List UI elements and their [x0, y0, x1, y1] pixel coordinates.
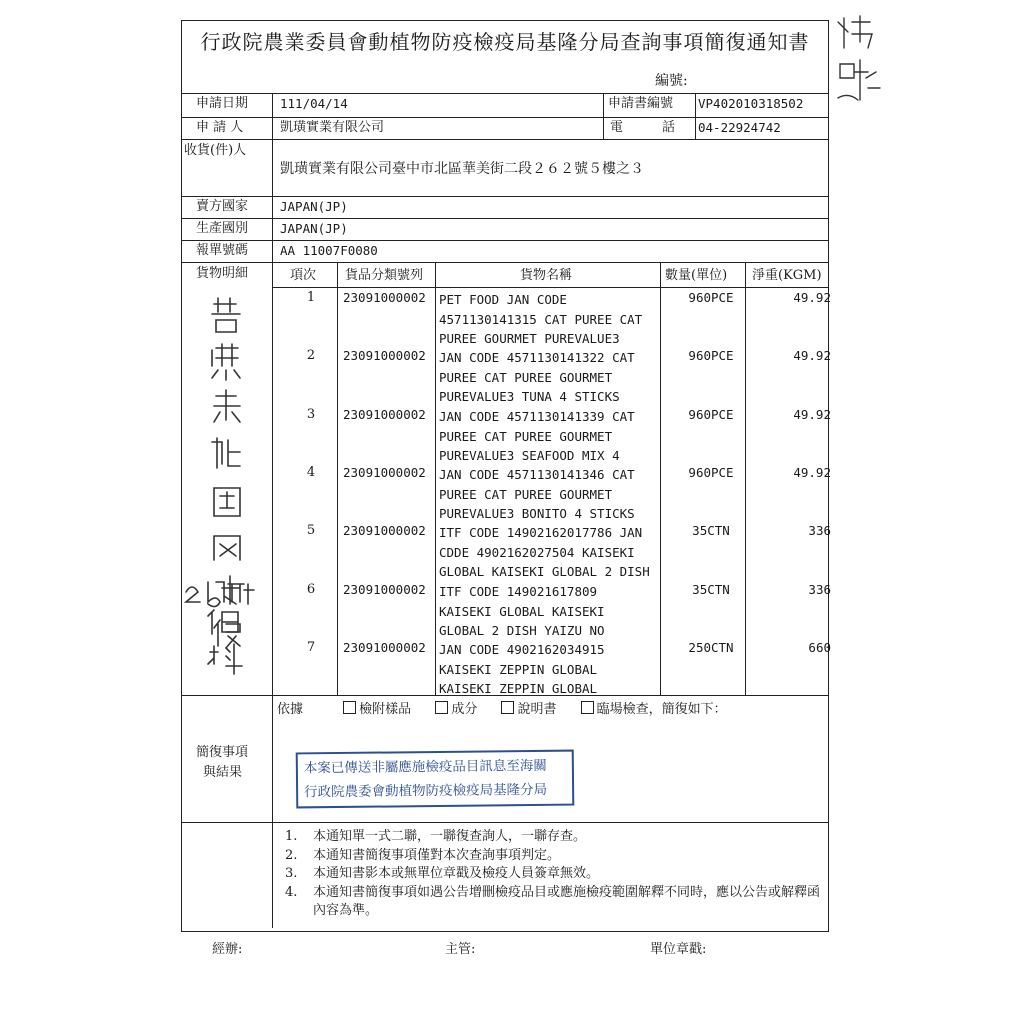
handwritten-sauce-note: [182, 572, 272, 682]
form-number-value: VP402010318502: [698, 96, 804, 111]
item-quantity: 250CTN: [688, 640, 734, 655]
checkbox-icon[interactable]: [581, 701, 594, 714]
option-label: 臨場檢查，簡復如下：: [596, 702, 727, 717]
hs-code: 23091000002: [343, 582, 426, 597]
basis-option-sample[interactable]: [343, 702, 421, 717]
item-description: ITF CODE 149021617809 KAISEKI GLOBAL KAISEKI GLOBAL 2 DISH YAIZU NO: [439, 584, 605, 638]
item-number: 7: [306, 640, 316, 655]
col-hs-code: 貨品分類號列: [345, 268, 424, 283]
item-weight: 49.92: [793, 465, 831, 480]
note-text: 本通知單一式二聯，一聯復查詢人，一聯存查。: [313, 829, 587, 844]
stamp-line-2: 行政院農委會動植物防疫檢疫局基隆分局: [304, 781, 548, 801]
applicant-value: 凱璜實業有限公司: [280, 120, 385, 135]
table-row: [306, 290, 831, 348]
goods-section-label: 貨物明細: [196, 266, 249, 281]
note-number: 4.: [285, 884, 298, 900]
rule: [181, 822, 829, 823]
item-quantity: 960PCE: [688, 290, 734, 305]
item-weight: 336: [808, 523, 831, 538]
declaration-label: 報單號碼: [196, 243, 249, 258]
hs-code: 23091000002: [343, 348, 426, 363]
item-description: JAN CODE 4902162034915 KAISEKI ZEPPIN GLOBAL KAISEKI ZEPPIN GLOBAL: [439, 642, 605, 696]
col-quantity: 數量(單位): [665, 268, 728, 283]
item-description: JAN CODE 4571130141346 CAT PUREE CAT PUREE GOURMET PUREVALUE3 BONITO 4 STICKS: [439, 467, 635, 521]
item-quantity: 960PCE: [688, 407, 734, 422]
item-description: JAN CODE 4571130141322 CAT PUREE CAT PUREE GOURMET PUREVALUE3 TUNA 4 STICKS: [439, 350, 635, 404]
item-number: 3: [306, 407, 316, 422]
item-weight: 49.92: [793, 407, 831, 422]
col-description: 貨物名稱: [520, 268, 573, 283]
item-description: JAN CODE 4571130141339 CAT PUREE CAT PUREE GOURMET PUREVALUE3 SEAFOOD MIX 4: [439, 409, 635, 463]
origin-country-label: 生產國別: [196, 221, 249, 236]
rule: [272, 93, 273, 928]
option-label: 說明書: [517, 702, 557, 717]
basis-option-onsite[interactable]: [581, 702, 737, 717]
basis-option-manual[interactable]: [501, 702, 566, 717]
document-title: 行政院農業委員會動植物防疫檢疫局基隆分局查詢事項簡復通知書: [200, 30, 810, 54]
note-number: 1.: [285, 829, 298, 844]
consignee-value: 凱璜實業有限公司臺中市北區華美街二段２６２號５樓之３: [280, 161, 644, 177]
note-text: 本通知書簡復事項僅對本次查詢事項判定。: [313, 847, 561, 863]
rule: [181, 218, 829, 219]
apply-date-value: 111/04/14: [280, 96, 348, 111]
supervisor-label: 主管:: [445, 942, 476, 957]
phone-label: 電 話: [610, 120, 676, 135]
option-label: 檢附樣品: [359, 702, 412, 717]
rule: [181, 262, 829, 263]
item-number: 2: [306, 348, 316, 363]
rule: [695, 93, 696, 139]
item-quantity: 960PCE: [688, 465, 734, 480]
table-row: [306, 582, 831, 640]
stamp-line-1: 本案已傳送非屬應施檢疫品目訊息至海關: [303, 757, 547, 777]
table-row: [306, 407, 831, 465]
item-quantity: 35CTN: [692, 523, 730, 538]
item-number: 1: [306, 290, 316, 305]
hs-code: 23091000002: [343, 640, 426, 655]
rule: [603, 93, 604, 139]
table-row: [306, 465, 831, 523]
item-weight: 660: [808, 640, 831, 655]
checkbox-icon[interactable]: [343, 701, 356, 714]
option-label: 成分: [451, 702, 478, 717]
declaration-value: AA 11007F0080: [280, 243, 378, 258]
rule: [181, 240, 829, 241]
list-item: [285, 884, 823, 921]
official-stamp: [296, 750, 575, 809]
table-row: [306, 523, 831, 581]
seller-country-value: JAPAN(JP): [280, 199, 348, 214]
item-number: 4: [306, 465, 316, 480]
note-text: 本通知書影本或無單位章戳及檢疫人員簽章無效。: [313, 866, 600, 881]
notes-list: [285, 828, 823, 921]
serial-number-label: 編號:: [655, 73, 688, 89]
apply-date-label: 申請日期: [196, 96, 249, 111]
list-item: [285, 828, 823, 847]
seller-country-label: 賣方國家: [196, 199, 249, 214]
list-item: [285, 847, 823, 866]
item-quantity: 960PCE: [688, 348, 734, 363]
item-description: PET FOOD JAN CODE 4571130141315 CAT PUREE CAT PUREE GOURMET PUREVALUE3: [439, 292, 643, 346]
rule: [181, 196, 829, 197]
item-weight: 336: [808, 582, 831, 597]
hs-code: 23091000002: [343, 465, 426, 480]
col-item-no: 項次: [290, 268, 317, 283]
rule: [181, 117, 829, 118]
origin-country-value: JAPAN(JP): [280, 221, 348, 236]
checkbox-icon[interactable]: [435, 701, 448, 714]
col-net-weight: 淨重(KGM): [752, 268, 822, 283]
form-number-label: 申請書編號: [608, 96, 674, 111]
item-number: 6: [306, 582, 316, 597]
consignee-label: 收貨(件)人: [184, 143, 247, 158]
applicant-label: 申 請 人: [196, 120, 244, 135]
note-number: 2.: [285, 847, 298, 863]
item-number: 5: [306, 523, 316, 538]
hs-code: 23091000002: [343, 407, 426, 422]
note-text: 本通知書簡復事項如遇公告增刪檢疫品目或應施檢疫範圍解釋不同時，應以公告或解釋函內容為準。: [313, 884, 821, 918]
result-label-line2: 與結果: [203, 765, 243, 780]
note-number: 3.: [285, 866, 298, 881]
item-weight: 49.92: [793, 290, 831, 305]
result-label-line1: 簡復事項: [196, 745, 249, 760]
basis-option-ingredients[interactable]: [435, 702, 487, 717]
basis-row: [277, 698, 747, 717]
item-description: ITF CODE 14902162017786 JAN CDDE 4902162027504 KAISEKI GLOBAL KAISEKI GLOBAL 2 DISH: [439, 525, 650, 579]
checkbox-icon[interactable]: [501, 701, 514, 714]
item-weight: 49.92: [793, 348, 831, 363]
rule: [181, 139, 829, 140]
seal-label: 單位章戳:: [650, 942, 707, 957]
hs-code: 23091000002: [343, 290, 426, 305]
rule: [181, 93, 829, 94]
basis-label: 依據: [277, 702, 304, 717]
list-item: [285, 865, 823, 884]
handler-label: 經辦:: [212, 942, 243, 957]
handwritten-signature: [830, 12, 890, 112]
phone-value: 04-22924742: [698, 120, 781, 135]
table-row: [306, 640, 831, 698]
table-row: [306, 348, 831, 406]
rule: [337, 262, 338, 695]
hs-code: 23091000002: [343, 523, 426, 538]
item-quantity: 35CTN: [692, 582, 730, 597]
